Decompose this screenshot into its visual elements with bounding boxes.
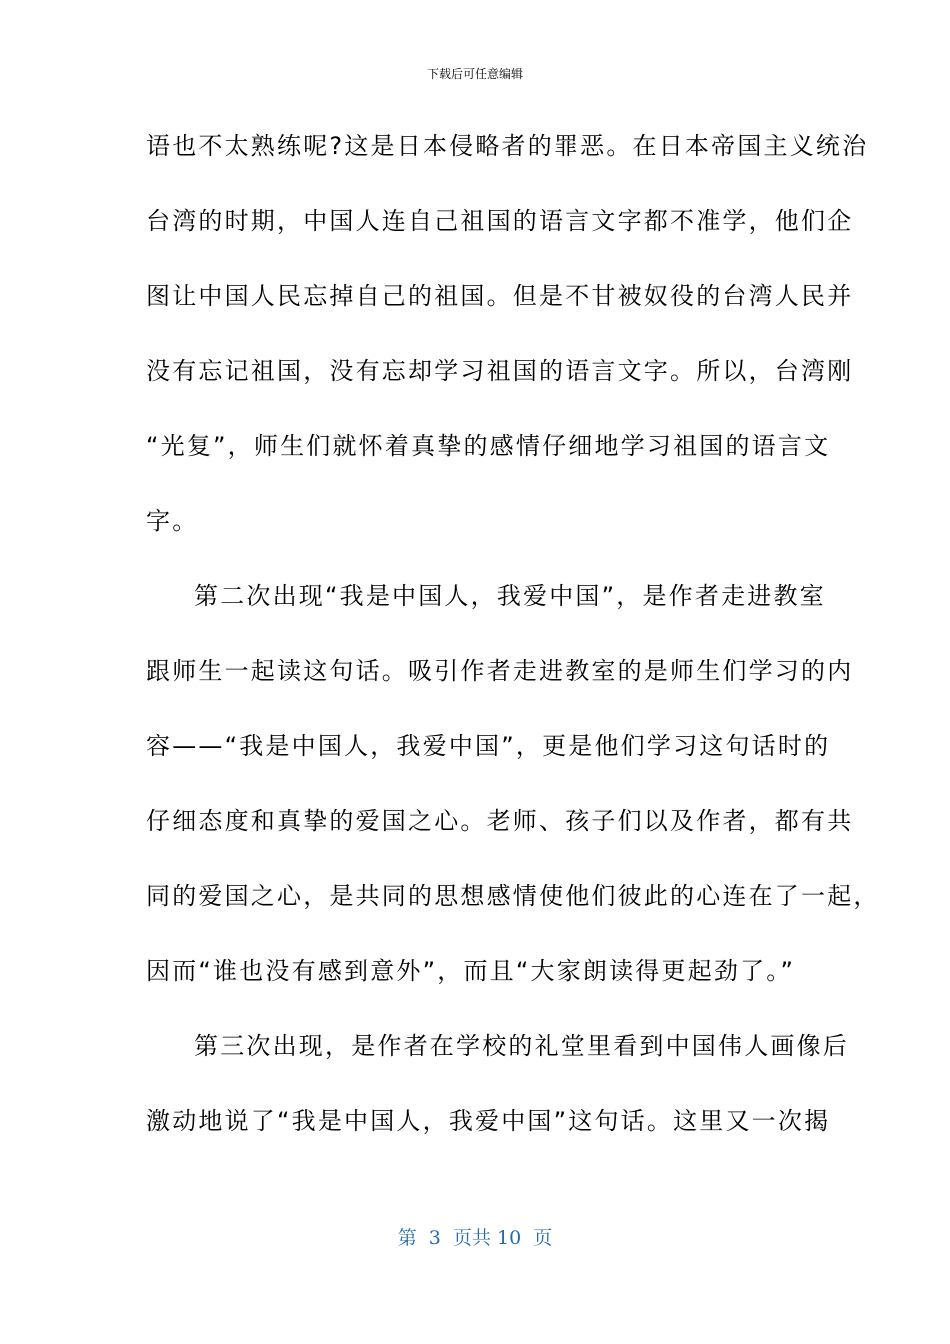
page-footer: 第 3 页共 10 页 xyxy=(397,1227,553,1249)
paragraph-start-line: 第三次出现，是作者在学校的礼堂里看到中国伟人画像后 xyxy=(194,1032,849,1060)
text-line: 跟师生一起读这句话。吸引作者走进教室的是师生们学习的内 xyxy=(146,657,854,685)
text-line: 仔细态度和真挚的爱国之心。老师、孩子们以及作者，都有共 xyxy=(146,807,854,835)
page-header: 下载后可任意编辑 xyxy=(426,67,523,81)
text-line: 台湾的时期，中国人连自己祖国的语言文字都不准学，他们企 xyxy=(146,207,854,235)
text-line: 图让中国人民忘掉自己的祖国。但是不甘被奴役的台湾人民并 xyxy=(146,282,854,310)
text-line: 因而“谁也没有感到意外”，而且“大家朗读得更起劲了。” xyxy=(146,957,796,985)
paragraph-start-line: 第二次出现“我是中国人，我爱中国”，是作者走进教室 xyxy=(194,582,826,610)
document-body xyxy=(146,122,880,1172)
text-line: “光复”，师生们就怀着真挚的感情仔细地学习祖国的语言文 xyxy=(146,432,831,460)
text-line: 字。 xyxy=(146,507,199,535)
text-line: 激动地说了“我是中国人，我爱中国”这句话。这里又一次揭 xyxy=(146,1107,831,1135)
text-line: 语也不太熟练呢?这是日本侵略者的罪恶。在日本帝国主义统治 xyxy=(146,132,869,160)
text-line: 容——“我是中国人，我爱中国”，更是他们学习这句话时的 xyxy=(146,732,831,760)
text-line: 同的爱国之心，是共同的思想感情使他们彼此的心连在了一起， xyxy=(146,882,880,910)
text-line: 没有忘记祖国，没有忘却学习祖国的语言文字。所以，台湾刚 xyxy=(146,357,854,385)
